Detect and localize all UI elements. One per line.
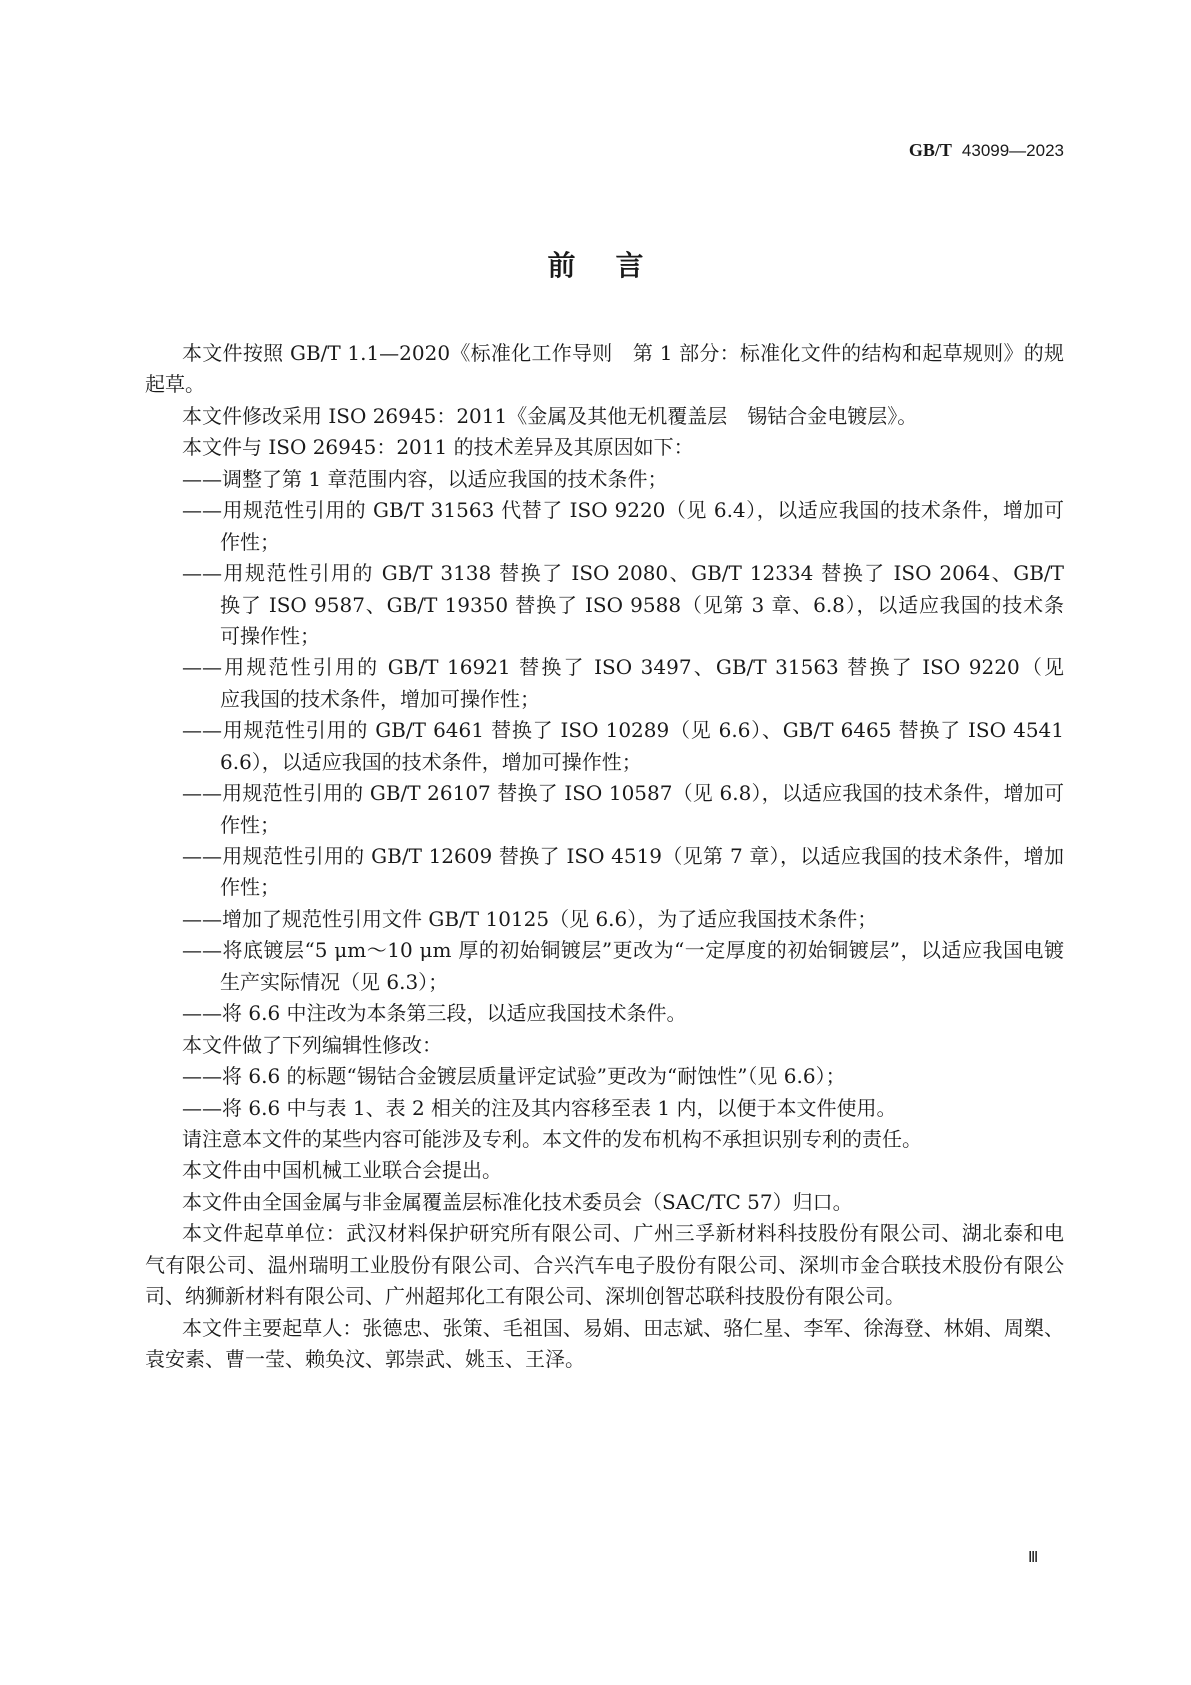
- text-line: 应我国的技术条件，增加可操作性；: [220, 686, 540, 711]
- list-item: [145, 495, 1064, 558]
- text-line: ——调整了第 1 章范围内容，以适应我国的技术条件；: [182, 466, 668, 491]
- text-line: 作性；: [220, 529, 280, 554]
- list-item: [145, 1093, 1064, 1124]
- text-line: 袁安素、曹一莹、赖奂汶、郭崇武、姚玉、王泽。: [145, 1347, 585, 1371]
- text-line: 请注意本文件的某些内容可能涉及专利。本文件的发布机构不承担识别专利的责任。: [182, 1126, 922, 1151]
- text-line: 6.6），以适应我国的技术条件，增加可操作性；: [220, 749, 642, 774]
- text-line: 本文件按照 GB/T 1.1—2020《标准化工作导则 第 1 部分：标准化文件的结构和起草规则》的规: [182, 341, 1064, 365]
- text-line: 本文件做了下列编辑性修改：: [182, 1032, 442, 1057]
- paragraph: [145, 401, 1064, 432]
- paragraph: [145, 1155, 1064, 1186]
- text-line: 作性；: [220, 812, 280, 837]
- text-line: 本文件起草单位：武汉材料保护研究所有限公司、广州三孚新材料科技股份有限公司、湖北泰和电: [182, 1221, 1064, 1246]
- list-item: [145, 935, 1064, 998]
- text-line: 可操作性；: [220, 623, 320, 648]
- text-line: ——将 6.6 的标题“锡钴合金镀层质量评定试验”更改为“耐蚀性”（见 6.6）；: [182, 1064, 846, 1089]
- list-item: [145, 998, 1064, 1029]
- text-line: 司、纳狮新材料有限公司、广州超邦化工有限公司、深圳创智芯联科技股份有限公司。: [145, 1284, 905, 1309]
- text-line: ——用规范性引用的 GB/T 26107 替换了 ISO 10587（见 6.8），以适应我国的技术条件，增加可: [182, 781, 1064, 806]
- paragraph: [145, 1187, 1064, 1218]
- paragraph: [145, 432, 1064, 463]
- text-line: 本文件主要起草人：张德忠、张策、毛祖国、易娟、田志斌、骆仁星、李军、徐海登、林娟、周槊、: [182, 1315, 1064, 1340]
- text-line: ——将 6.6 中注改为本条第三段，以适应我国技术条件。: [182, 1001, 687, 1026]
- text-line: ——将 6.6 中与表 1、表 2 相关的注及其内容移至表 1 内，以便于本文件使用。: [182, 1095, 897, 1120]
- list-item: [145, 558, 1064, 652]
- text-line: ——用规范性引用的 GB/T 16921 替换了 ISO 3497、GB/T 31563 替换了 ISO 9220（见: [182, 655, 1064, 680]
- text-line: ——增加了规范性引用文件 GB/T 10125（见 6.6），为了适应我国技术条件；: [182, 906, 878, 931]
- document-body: [145, 338, 1064, 1375]
- text-line: 生产实际情况（见 6.3）；: [220, 969, 449, 994]
- list-item: [145, 715, 1064, 778]
- text-line: 起草。: [145, 372, 205, 397]
- text-line: ——用规范性引用的 GB/T 31563 代替了 ISO 9220（见 6.4），以适应我国的技术条件，增加可: [182, 498, 1064, 523]
- list-item: [145, 652, 1064, 715]
- text-line: ——用规范性引用的 GB/T 12609 替换了 ISO 4519（见第 7 章），以适应我国的技术条件，增加: [182, 844, 1064, 868]
- paragraph: [145, 1218, 1064, 1312]
- text-line: ——用规范性引用的 GB/T 3138 替换了 ISO 2080、GB/T 12334 替换了 ISO 2064、GB/T: [182, 561, 1064, 586]
- text-line: 本文件与 ISO 26945：2011 的技术差异及其原因如下：: [182, 435, 694, 460]
- paragraph: [145, 1313, 1064, 1376]
- list-item: [145, 778, 1064, 841]
- standard-code-header: [909, 140, 1064, 161]
- page-number: Ⅲ: [1028, 1550, 1038, 1566]
- text-line: 本文件由中国机械工业联合会提出。: [182, 1158, 502, 1183]
- text-line: ——用规范性引用的 GB/T 6461 替换了 ISO 10289（见 6.6）、GB/T 6465 替换了 ISO 4541: [182, 718, 1064, 743]
- list-item: [145, 464, 1064, 495]
- standard-code-prefix: GB/T: [908, 140, 952, 160]
- text-line: 本文件修改采用 ISO 26945：2011《金属及其他无机覆盖层 锡钴合金电镀层》。: [182, 403, 918, 428]
- text-line: 作性；: [220, 875, 280, 900]
- list-item: [145, 1061, 1064, 1092]
- paragraph: [145, 1030, 1064, 1061]
- paragraph: [145, 338, 1064, 401]
- text-line: 换了 ISO 9587、GB/T 19350 替换了 ISO 9588（见第 3 章、6.8），以适应我国的技术条: [220, 592, 1064, 617]
- text-line: 气有限公司、温州瑞明工业股份有限公司、合兴汽车电子股份有限公司、深圳市金合联技术股份有限公: [145, 1252, 1064, 1277]
- paragraph: [145, 1124, 1064, 1155]
- page-title: 前言: [547, 249, 684, 282]
- standard-code-number: 43099—2023: [961, 141, 1064, 160]
- text-line: 本文件由全国金属与非金属覆盖层标准化技术委员会（SAC/TC 57）归口。: [182, 1189, 853, 1214]
- list-item: [145, 841, 1064, 904]
- text-line: ——将底镀层“5 μm～10 μm 厚的初始铜镀层”更改为“一定厚度的初始铜镀层”，以适应我国电镀: [182, 938, 1064, 963]
- list-item: [145, 904, 1064, 935]
